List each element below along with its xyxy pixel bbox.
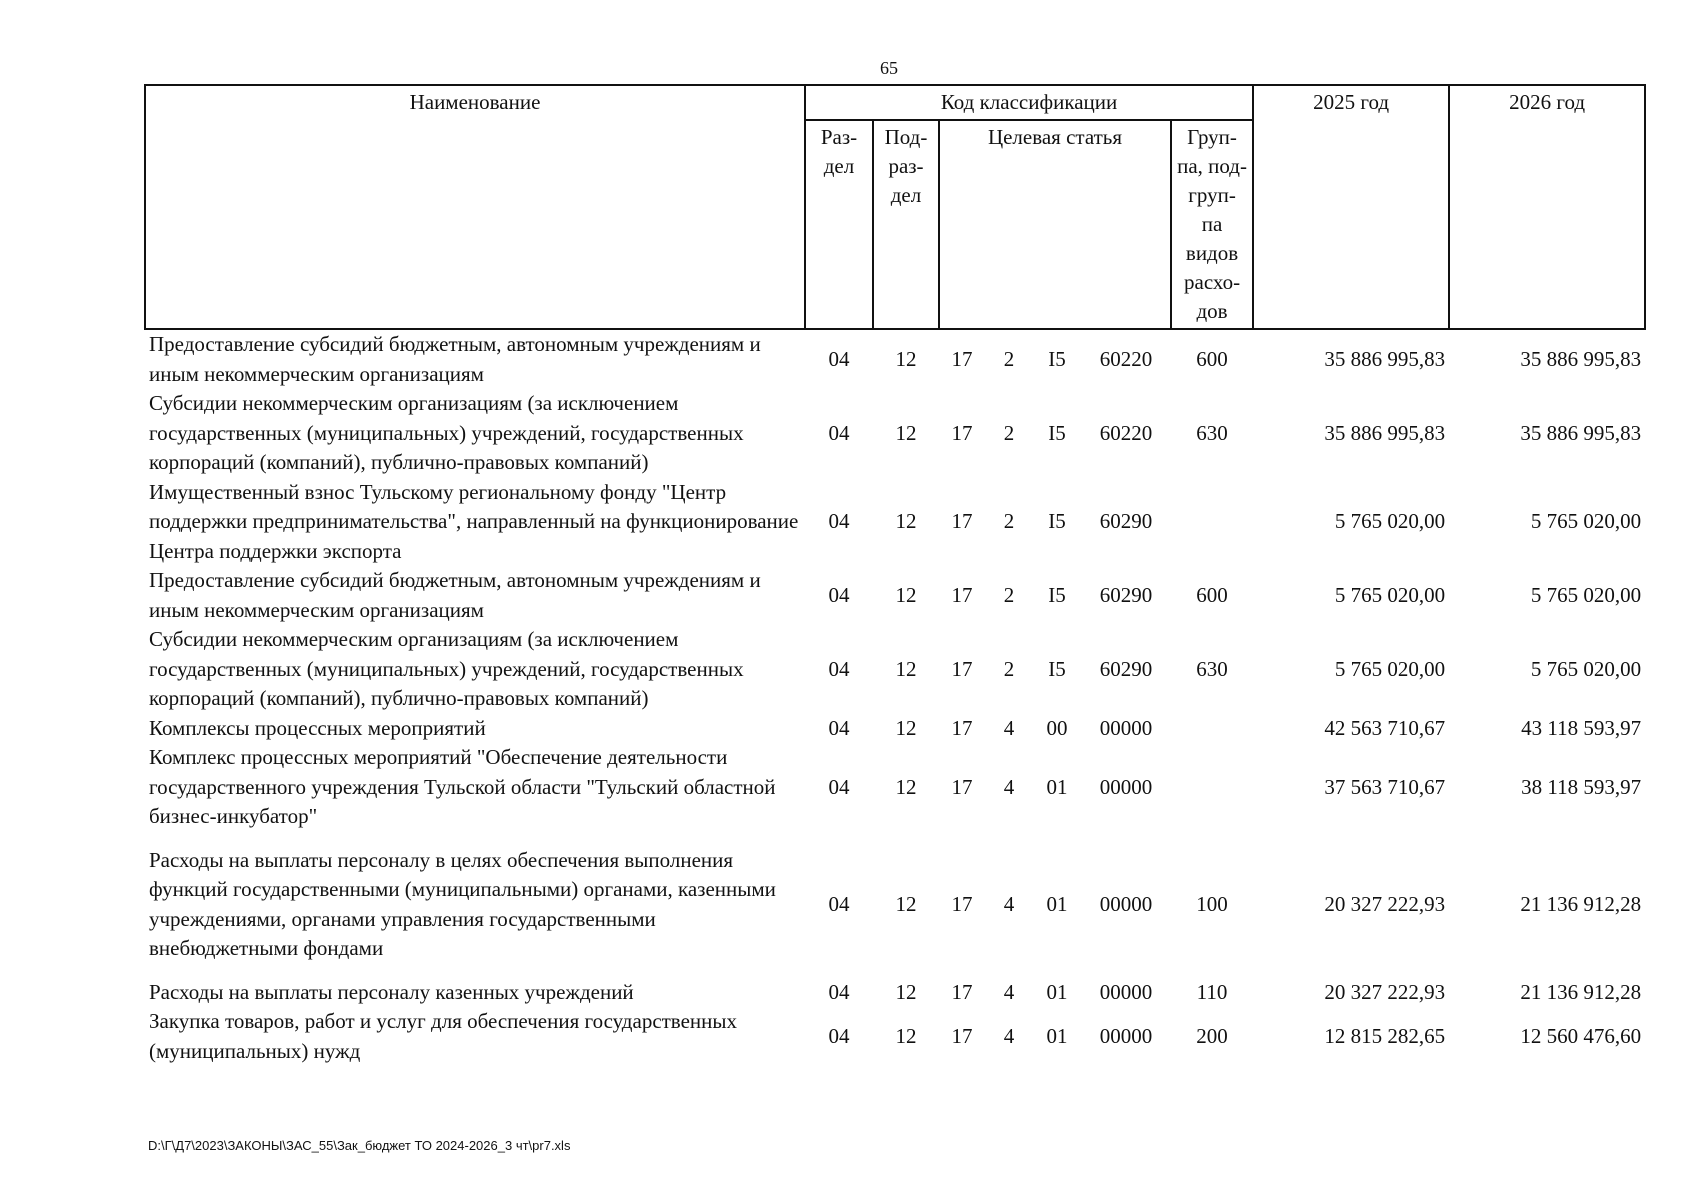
table-header	[145, 85, 1645, 329]
header-section: Раз- дел	[805, 120, 873, 329]
table-row	[145, 743, 1645, 832]
row-name: Субсидии некоммерческим организациям (за исключением государственных (муниципальных) учреждений, государственных корпораций (компаний), публично-правовых компаний)	[149, 627, 744, 710]
row-target-3: 01	[1046, 1023, 1068, 1048]
row-amount-2026: 21 136 912,28	[1520, 891, 1642, 916]
row-podrazdel: 12	[895, 420, 917, 445]
table-row	[145, 329, 1645, 389]
budget-table	[144, 84, 1646, 1066]
row-razdel: 04	[828, 346, 850, 371]
row-name: Предоставление субсидий бюджетным, автономным учреждениям и иным некоммерческим организациям	[149, 568, 761, 622]
row-expense-group: 100	[1196, 891, 1228, 916]
row-expense-group: 600	[1196, 346, 1228, 371]
row-target-1: 17	[951, 656, 973, 681]
row-spacer	[145, 964, 1645, 978]
row-amount-2025: 12 815 282,65	[1324, 1023, 1446, 1048]
row-razdel: 04	[828, 715, 850, 740]
row-amount-2025: 42 563 710,67	[1324, 715, 1446, 740]
row-amount-2026: 21 136 912,28	[1520, 979, 1642, 1004]
row-target-3: 01	[1046, 891, 1068, 916]
row-name: Расходы на выплаты персоналу в целях обеспечения выполнения функций государственными (муниципальными) органами, казенными учреждениями, органами управления государственными внебюджетными фондами	[149, 847, 776, 960]
row-amount-2026: 12 560 476,60	[1520, 1023, 1642, 1048]
header-year-2026: 2026 год	[1449, 85, 1645, 329]
row-amount-2025: 20 327 222,93	[1324, 979, 1446, 1004]
row-amount-2026: 35 886 995,83	[1520, 420, 1642, 445]
table-row	[145, 846, 1645, 964]
row-amount-2025: 5 765 020,00	[1334, 509, 1446, 533]
row-name: Расходы на выплаты персоналу казенных учреждений	[149, 979, 634, 1004]
row-target-4: 00000	[1099, 1023, 1153, 1048]
row-target-1: 17	[951, 979, 973, 1004]
row-target-4: 00000	[1099, 774, 1153, 799]
row-target-4: 60220	[1099, 346, 1153, 371]
row-name: Комплексы процессных мероприятий	[149, 715, 486, 740]
row-razdel: 04	[828, 582, 850, 607]
row-podrazdel: 12	[895, 774, 917, 799]
row-amount-2026: 5 765 020,00	[1530, 582, 1642, 607]
row-razdel: 04	[828, 1023, 850, 1048]
row-amount-2026: 38 118 593,97	[1521, 774, 1642, 799]
row-target-3: I5	[1048, 420, 1066, 445]
row-target-2: 4	[1003, 1023, 1015, 1048]
row-razdel: 04	[828, 979, 850, 1004]
row-target-3: 01	[1046, 979, 1068, 1004]
row-razdel: 04	[828, 774, 850, 799]
row-podrazdel: 12	[895, 582, 917, 607]
row-expense-group: 600	[1196, 582, 1228, 607]
row-target-2: 4	[1003, 715, 1015, 740]
row-expense-group: 630	[1196, 420, 1228, 445]
row-target-4: 60290	[1099, 582, 1153, 607]
row-target-2: 2	[1003, 420, 1015, 445]
row-podrazdel: 12	[895, 656, 917, 681]
row-target-2: 2	[1003, 509, 1015, 533]
row-amount-2026: 43 118 593,97	[1521, 715, 1642, 740]
row-target-2: 4	[1003, 979, 1015, 1004]
row-target-4: 00000	[1099, 715, 1153, 740]
row-target-1: 17	[951, 891, 973, 916]
row-podrazdel: 12	[895, 509, 917, 533]
row-target-4: 60220	[1099, 420, 1153, 445]
table-row	[145, 1007, 1645, 1066]
row-target-2: 2	[1003, 582, 1015, 607]
header-name: Наименование	[145, 85, 805, 329]
row-target-1: 17	[951, 774, 973, 799]
row-expense-group: 630	[1196, 656, 1228, 681]
row-podrazdel: 12	[895, 1023, 917, 1048]
row-amount-2025: 35 886 995,83	[1324, 420, 1446, 445]
row-target-1: 17	[951, 715, 973, 740]
file-path-footer: D:\Г\Д7\2023\ЗАКОНЫ\ЗАС_55\Зак_бюджет ТО 2024-2026_3 чт\pr7.xls	[148, 1138, 571, 1153]
row-target-1: 17	[951, 346, 973, 371]
row-expense-group	[1171, 478, 1253, 567]
row-target-3: 00	[1046, 715, 1068, 740]
header-year-2025: 2025 год	[1253, 85, 1449, 329]
header-classification: Код классификации	[805, 85, 1253, 120]
row-target-3: 01	[1046, 774, 1068, 799]
row-target-1: 17	[951, 582, 973, 607]
table-row	[145, 714, 1645, 744]
row-name: Субсидии некоммерческим организациям (за исключением государственных (муниципальных) учреждений, государственных корпораций (компаний), публично-правовых компаний)	[149, 391, 744, 474]
row-expense-group: 110	[1196, 979, 1228, 1004]
row-target-3: I5	[1048, 582, 1066, 607]
spacer-cell	[145, 964, 1645, 978]
row-expense-group	[1171, 714, 1253, 744]
row-target-3: I5	[1048, 656, 1066, 681]
spacer-cell	[145, 832, 1645, 846]
row-target-4: 00000	[1099, 891, 1153, 916]
row-expense-group: 200	[1196, 1023, 1228, 1048]
row-target-3: I5	[1048, 346, 1066, 371]
row-target-2: 2	[1003, 656, 1015, 681]
row-expense-group	[1171, 743, 1253, 832]
row-podrazdel: 12	[895, 346, 917, 371]
row-target-4: 60290	[1099, 656, 1153, 681]
row-amount-2026: 5 765 020,00	[1530, 656, 1642, 681]
page-number: 65	[880, 58, 898, 78]
header-expense-group: Груп- па, под- груп- па видов расхо- дов	[1171, 120, 1253, 329]
row-target-4: 60290	[1099, 509, 1153, 533]
header-subsection: Под- раз- дел	[873, 120, 939, 329]
row-amount-2025: 5 765 020,00	[1334, 582, 1446, 607]
row-name: Закупка товаров, работ и услуг для обеспечения государственных (муниципальных) нужд	[149, 1009, 738, 1063]
row-target-2: 4	[1003, 774, 1015, 799]
row-target-1: 17	[951, 1023, 973, 1048]
table-row	[145, 478, 1645, 567]
row-podrazdel: 12	[895, 979, 917, 1004]
row-target-1: 17	[951, 509, 973, 533]
row-podrazdel: 12	[895, 715, 917, 740]
row-razdel: 04	[828, 420, 850, 445]
header-target-article: Целевая статья	[939, 120, 1171, 329]
row-name: Имущественный взнос Тульскому региональному фонду "Центр поддержки предпринимательства", направленный на функционирование Центра поддержки экспорта	[149, 479, 799, 563]
row-amount-2026: 5 765 020,00	[1530, 509, 1642, 533]
row-amount-2026: 35 886 995,83	[1520, 346, 1642, 371]
row-podrazdel: 12	[895, 891, 917, 916]
row-amount-2025: 37 563 710,67	[1324, 774, 1446, 799]
table-row	[145, 978, 1645, 1008]
row-target-3: I5	[1048, 509, 1066, 533]
row-spacer	[145, 832, 1645, 846]
table-row	[145, 625, 1645, 714]
table-body	[145, 329, 1645, 1066]
row-target-4: 00000	[1099, 979, 1153, 1004]
row-razdel: 04	[828, 656, 850, 681]
row-amount-2025: 20 327 222,93	[1324, 891, 1446, 916]
row-name: Комплекс процессных мероприятий "Обеспечение деятельности государственного учреждения Тульской области "Тульский областной бизнес-инкубатор"	[149, 745, 776, 828]
row-amount-2025: 35 886 995,83	[1324, 346, 1446, 371]
row-amount-2025: 5 765 020,00	[1334, 656, 1446, 681]
row-target-2: 4	[1003, 891, 1015, 916]
table-row	[145, 389, 1645, 478]
row-target-2: 2	[1003, 346, 1015, 371]
table-row	[145, 566, 1645, 625]
row-target-1: 17	[951, 420, 973, 445]
row-razdel: 04	[828, 891, 850, 916]
row-razdel: 04	[828, 509, 850, 533]
row-name: Предоставление субсидий бюджетным, автономным учреждениям и иным некоммерческим организациям	[149, 332, 761, 386]
